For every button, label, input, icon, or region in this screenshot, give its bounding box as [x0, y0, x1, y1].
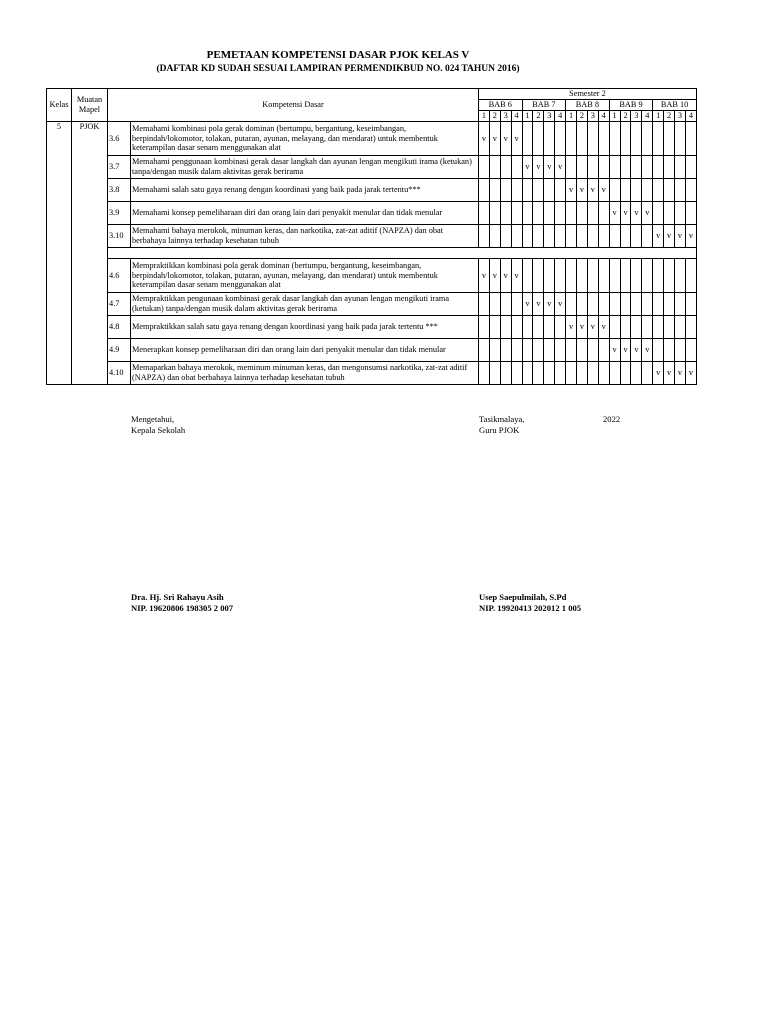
empty-cell: [544, 225, 555, 248]
header-semester: Semester 2: [479, 89, 697, 100]
empty-cell: [577, 259, 588, 293]
empty-cell: [522, 179, 533, 202]
check-mark: v: [479, 122, 490, 156]
empty-cell: [555, 225, 566, 248]
empty-cell: [566, 225, 577, 248]
empty-cell: [685, 339, 696, 362]
empty-cell: [609, 122, 620, 156]
kd-row: [47, 316, 697, 339]
check-mark: v: [522, 156, 533, 179]
spacer-cell: [108, 248, 697, 259]
empty-cell: [609, 179, 620, 202]
kd-description: Memahami bahaya merokok, minuman keras, dan narkotika, zat-zat aditif (NAPZA) dan obat berbahaya lainnya terhadap kesehatan tubuh: [131, 225, 479, 248]
empty-cell: [587, 225, 598, 248]
empty-cell: [577, 202, 588, 225]
header-week: 3: [500, 111, 511, 122]
empty-cell: [609, 316, 620, 339]
header-week: 1: [479, 111, 490, 122]
empty-cell: [675, 339, 686, 362]
check-mark: v: [642, 339, 653, 362]
kd-code: 4.6: [108, 259, 131, 293]
header-week: 2: [533, 111, 544, 122]
page-title: PEMETAAN KOMPETENSI DASAR PJOK KELAS V: [206, 49, 470, 61]
empty-cell: [598, 122, 609, 156]
header-bab: BAB 9: [609, 100, 653, 111]
kd-code: 3.6: [108, 122, 131, 156]
empty-cell: [522, 225, 533, 248]
empty-cell: [566, 259, 577, 293]
empty-cell: [511, 179, 522, 202]
empty-cell: [500, 293, 511, 316]
check-mark: v: [511, 122, 522, 156]
empty-cell: [566, 339, 577, 362]
empty-cell: [642, 259, 653, 293]
check-mark: v: [511, 259, 522, 293]
header-kelas: Kelas: [47, 89, 72, 122]
empty-cell: [555, 362, 566, 385]
empty-cell: [685, 259, 696, 293]
kd-code: 4.8: [108, 316, 131, 339]
kd-row: [47, 122, 697, 156]
empty-cell: [587, 259, 598, 293]
empty-cell: [620, 156, 631, 179]
empty-cell: [533, 362, 544, 385]
kd-row: [47, 259, 697, 293]
header-week: 2: [577, 111, 588, 122]
empty-cell: [544, 259, 555, 293]
teacher-nip: NIP. 19920413 202012 1 005: [479, 603, 582, 613]
place-label: Tasikmalaya,: [479, 414, 525, 424]
empty-cell: [566, 362, 577, 385]
empty-cell: [511, 156, 522, 179]
empty-cell: [479, 293, 490, 316]
empty-cell: [555, 202, 566, 225]
empty-cell: [479, 362, 490, 385]
kd-code: 3.9: [108, 202, 131, 225]
header-week: 3: [631, 111, 642, 122]
signature-left: [131, 414, 185, 436]
empty-cell: [653, 202, 664, 225]
empty-cell: [609, 293, 620, 316]
check-mark: v: [664, 362, 675, 385]
check-mark: v: [489, 122, 500, 156]
check-mark: v: [653, 225, 664, 248]
empty-cell: [577, 293, 588, 316]
empty-cell: [587, 339, 598, 362]
empty-cell: [489, 179, 500, 202]
empty-cell: [544, 362, 555, 385]
header-bab: BAB 8: [566, 100, 610, 111]
check-mark: v: [620, 339, 631, 362]
empty-cell: [609, 156, 620, 179]
principal-name: Dra. Hj. Sri Rahayu Asih: [131, 592, 224, 602]
empty-cell: [631, 156, 642, 179]
check-mark: v: [566, 179, 577, 202]
empty-cell: [653, 179, 664, 202]
check-mark: v: [555, 293, 566, 316]
check-mark: v: [587, 179, 598, 202]
header-week: 3: [675, 111, 686, 122]
empty-cell: [544, 202, 555, 225]
empty-cell: [685, 293, 696, 316]
empty-cell: [587, 156, 598, 179]
check-mark: v: [685, 362, 696, 385]
empty-cell: [675, 293, 686, 316]
header-week: 4: [511, 111, 522, 122]
header-bab: BAB 6: [479, 100, 523, 111]
empty-cell: [631, 225, 642, 248]
empty-cell: [479, 225, 490, 248]
empty-cell: [631, 179, 642, 202]
empty-cell: [522, 316, 533, 339]
empty-cell: [533, 179, 544, 202]
year-label: 2022: [603, 414, 621, 424]
page-subtitle: (DAFTAR KD SUDAH SESUAI LAMPIRAN PERMENDIKBUD NO. 024 TAHUN 2016): [156, 64, 520, 74]
check-mark: v: [544, 156, 555, 179]
empty-cell: [675, 259, 686, 293]
empty-cell: [577, 225, 588, 248]
empty-cell: [642, 225, 653, 248]
header-week: 3: [544, 111, 555, 122]
empty-cell: [675, 156, 686, 179]
empty-cell: [620, 179, 631, 202]
empty-cell: [489, 316, 500, 339]
empty-cell: [479, 339, 490, 362]
header-week: 3: [587, 111, 598, 122]
empty-cell: [489, 293, 500, 316]
empty-cell: [522, 362, 533, 385]
empty-cell: [489, 156, 500, 179]
empty-cell: [566, 202, 577, 225]
empty-cell: [511, 293, 522, 316]
empty-cell: [598, 202, 609, 225]
empty-cell: [577, 339, 588, 362]
empty-cell: [489, 339, 500, 362]
empty-cell: [500, 156, 511, 179]
check-mark: v: [598, 179, 609, 202]
empty-cell: [642, 293, 653, 316]
kd-code: 3.8: [108, 179, 131, 202]
empty-cell: [598, 293, 609, 316]
check-mark: v: [675, 362, 686, 385]
empty-cell: [664, 316, 675, 339]
principal-nip: NIP. 19620806 198305 2 007: [131, 603, 234, 613]
empty-cell: [500, 362, 511, 385]
empty-cell: [685, 316, 696, 339]
empty-cell: [598, 225, 609, 248]
kd-row: [47, 293, 697, 316]
kd-row: [47, 362, 697, 385]
header-kompetensi-dasar: Kompetensi Dasar: [108, 89, 479, 122]
empty-cell: [664, 202, 675, 225]
kd-code: 4.7: [108, 293, 131, 316]
kd-code: 3.10: [108, 225, 131, 248]
empty-cell: [664, 122, 675, 156]
empty-cell: [544, 339, 555, 362]
empty-cell: [500, 202, 511, 225]
empty-cell: [685, 156, 696, 179]
empty-cell: [675, 122, 686, 156]
header-muatan-mapel: Muatan Mapel: [72, 89, 108, 122]
kd-row: [47, 202, 697, 225]
header-bab: BAB 7: [522, 100, 566, 111]
empty-cell: [664, 156, 675, 179]
check-mark: v: [555, 156, 566, 179]
check-mark: v: [609, 202, 620, 225]
empty-cell: [577, 122, 588, 156]
empty-cell: [489, 202, 500, 225]
check-mark: v: [544, 293, 555, 316]
empty-cell: [479, 179, 490, 202]
empty-cell: [653, 316, 664, 339]
header-week: 4: [642, 111, 653, 122]
kd-description: Memahami penggunaan kombinasi gerak dasar langkah dan ayunan lengan mengikuti irama (ketukan) tanpa/dengan musik dalam aktivitas gerak berirama: [131, 156, 479, 179]
empty-cell: [587, 202, 598, 225]
empty-cell: [544, 316, 555, 339]
empty-cell: [479, 202, 490, 225]
empty-cell: [685, 122, 696, 156]
header-week: 2: [620, 111, 631, 122]
empty-cell: [664, 293, 675, 316]
empty-cell: [664, 179, 675, 202]
principal-role: Kepala Sekolah: [131, 425, 186, 435]
header-week: 4: [598, 111, 609, 122]
empty-cell: [653, 339, 664, 362]
check-mark: v: [631, 202, 642, 225]
kd-row: [47, 225, 697, 248]
empty-cell: [653, 156, 664, 179]
empty-cell: [587, 293, 598, 316]
empty-cell: [675, 316, 686, 339]
check-mark: v: [500, 259, 511, 293]
check-mark: v: [479, 259, 490, 293]
empty-cell: [642, 362, 653, 385]
empty-cell: [587, 362, 598, 385]
kd-code: 3.7: [108, 156, 131, 179]
empty-cell: [620, 259, 631, 293]
check-mark: v: [587, 316, 598, 339]
empty-cell: [587, 122, 598, 156]
empty-cell: [533, 316, 544, 339]
empty-cell: [675, 202, 686, 225]
kelas-value: 5: [47, 122, 72, 385]
empty-cell: [533, 202, 544, 225]
empty-cell: [653, 259, 664, 293]
kd-code: 4.10: [108, 362, 131, 385]
empty-cell: [555, 259, 566, 293]
empty-cell: [620, 316, 631, 339]
header-week: 4: [555, 111, 566, 122]
empty-cell: [479, 316, 490, 339]
empty-cell: [533, 122, 544, 156]
header-week: 2: [489, 111, 500, 122]
empty-cell: [620, 122, 631, 156]
teacher-name: Usep Saepulmilah, S.Pd: [479, 592, 567, 602]
check-mark: v: [522, 293, 533, 316]
kd-description: Memahami salah satu gaya renang dengan koordinasi yang baik pada jarak tertentu***: [131, 179, 479, 202]
header-week: 1: [522, 111, 533, 122]
empty-cell: [620, 362, 631, 385]
empty-cell: [544, 122, 555, 156]
header-bab: BAB 10: [653, 100, 697, 111]
empty-cell: [664, 259, 675, 293]
check-mark: v: [675, 225, 686, 248]
empty-cell: [609, 362, 620, 385]
empty-cell: [489, 362, 500, 385]
empty-cell: [511, 362, 522, 385]
empty-cell: [631, 316, 642, 339]
empty-cell: [620, 293, 631, 316]
signature-right-name-block: [479, 592, 581, 614]
empty-cell: [631, 362, 642, 385]
empty-cell: [598, 339, 609, 362]
empty-cell: [566, 293, 577, 316]
empty-cell: [675, 179, 686, 202]
check-mark: v: [653, 362, 664, 385]
empty-cell: [609, 225, 620, 248]
check-mark: v: [533, 156, 544, 179]
empty-cell: [511, 202, 522, 225]
kd-mapping-table: [46, 88, 697, 385]
header-week: 1: [609, 111, 620, 122]
empty-cell: [479, 156, 490, 179]
empty-cell: [653, 122, 664, 156]
empty-cell: [566, 156, 577, 179]
check-mark: v: [609, 339, 620, 362]
empty-cell: [631, 293, 642, 316]
check-mark: v: [500, 122, 511, 156]
check-mark: v: [598, 316, 609, 339]
empty-cell: [598, 362, 609, 385]
empty-cell: [533, 339, 544, 362]
teacher-role: Guru PJOK: [479, 425, 520, 435]
check-mark: v: [577, 179, 588, 202]
kd-description: Mempraktikkan salah satu gaya renang dengan koordinasi yang baik pada jarak tertentu ***: [131, 316, 479, 339]
empty-cell: [598, 259, 609, 293]
empty-cell: [566, 122, 577, 156]
empty-cell: [511, 316, 522, 339]
check-mark: v: [642, 202, 653, 225]
empty-cell: [500, 179, 511, 202]
kd-code: 4.9: [108, 339, 131, 362]
header-week: 1: [653, 111, 664, 122]
kd-description: Mempraktikkan kombinasi pola gerak dominan (bertumpu, bergantung, keseimbangan, berpindah/lokomotor, tolakan, putaran, ayunan, melayang, dan mendarat) untuk membentuk keterampilan dasar senam menggunakan alat: [131, 259, 479, 293]
kd-row: [47, 179, 697, 202]
empty-cell: [620, 225, 631, 248]
empty-cell: [500, 316, 511, 339]
kd-description: Menerapkan konsep pemeliharaan diri dan orang lain dari penyakit menular dan tidak menular: [131, 339, 479, 362]
empty-cell: [664, 339, 675, 362]
check-mark: v: [489, 259, 500, 293]
empty-cell: [555, 122, 566, 156]
empty-cell: [631, 122, 642, 156]
signature-left-name-block: [131, 592, 233, 614]
empty-cell: [522, 339, 533, 362]
empty-cell: [500, 225, 511, 248]
check-mark: v: [631, 339, 642, 362]
empty-cell: [555, 339, 566, 362]
mapel-value: PJOK: [72, 122, 108, 385]
spacer-row: [47, 248, 697, 259]
empty-cell: [685, 179, 696, 202]
check-mark: v: [566, 316, 577, 339]
check-mark: v: [664, 225, 675, 248]
kd-row: [47, 156, 697, 179]
empty-cell: [522, 122, 533, 156]
kd-description: Mempraktikkan pengunaan kombinasi gerak dasar langkah dan ayunan lengan mengikuti irama (ketukan) tanpa/dengan musik dalam aktivitas gerak berirama: [131, 293, 479, 316]
signature-right: [479, 414, 524, 436]
header-week: 4: [685, 111, 696, 122]
empty-cell: [577, 156, 588, 179]
empty-cell: [609, 259, 620, 293]
empty-cell: [642, 316, 653, 339]
kd-description: Memahami kombinasi pola gerak dominan (bertumpu, bergantung, keseimbangan, berpindah/lokomotor, tolakan, putaran, ayunan, melayang, dan mendarat) untuk membentuk keterampilan dasar senam menggunakan alat: [131, 122, 479, 156]
empty-cell: [631, 259, 642, 293]
empty-cell: [642, 122, 653, 156]
header-row-semester: [47, 89, 697, 100]
empty-cell: [522, 259, 533, 293]
kd-row: [47, 339, 697, 362]
empty-cell: [522, 202, 533, 225]
check-mark: v: [577, 316, 588, 339]
empty-cell: [533, 259, 544, 293]
empty-cell: [489, 225, 500, 248]
header-week: 2: [664, 111, 675, 122]
empty-cell: [511, 225, 522, 248]
kd-description: Memaparkan bahaya merokok, meminum minuman keras, dan mengonsumsi narkotika, zat-zat aditif (NAPZA) dan obat berbahaya lainnya terhadap kesehatan tubuh: [131, 362, 479, 385]
empty-cell: [511, 339, 522, 362]
check-mark: v: [620, 202, 631, 225]
empty-cell: [555, 179, 566, 202]
check-mark: v: [685, 225, 696, 248]
empty-cell: [577, 362, 588, 385]
empty-cell: [555, 316, 566, 339]
empty-cell: [642, 179, 653, 202]
check-mark: v: [533, 293, 544, 316]
header-week: 1: [566, 111, 577, 122]
empty-cell: [533, 225, 544, 248]
acknowledged-label: Mengetahui,: [131, 414, 175, 424]
empty-cell: [642, 156, 653, 179]
empty-cell: [500, 339, 511, 362]
empty-cell: [685, 202, 696, 225]
empty-cell: [598, 156, 609, 179]
empty-cell: [544, 179, 555, 202]
kd-description: Memahami konsep pemeliharaan diri dan orang lain dari penyakit menular dan tidak menular: [131, 202, 479, 225]
empty-cell: [653, 293, 664, 316]
